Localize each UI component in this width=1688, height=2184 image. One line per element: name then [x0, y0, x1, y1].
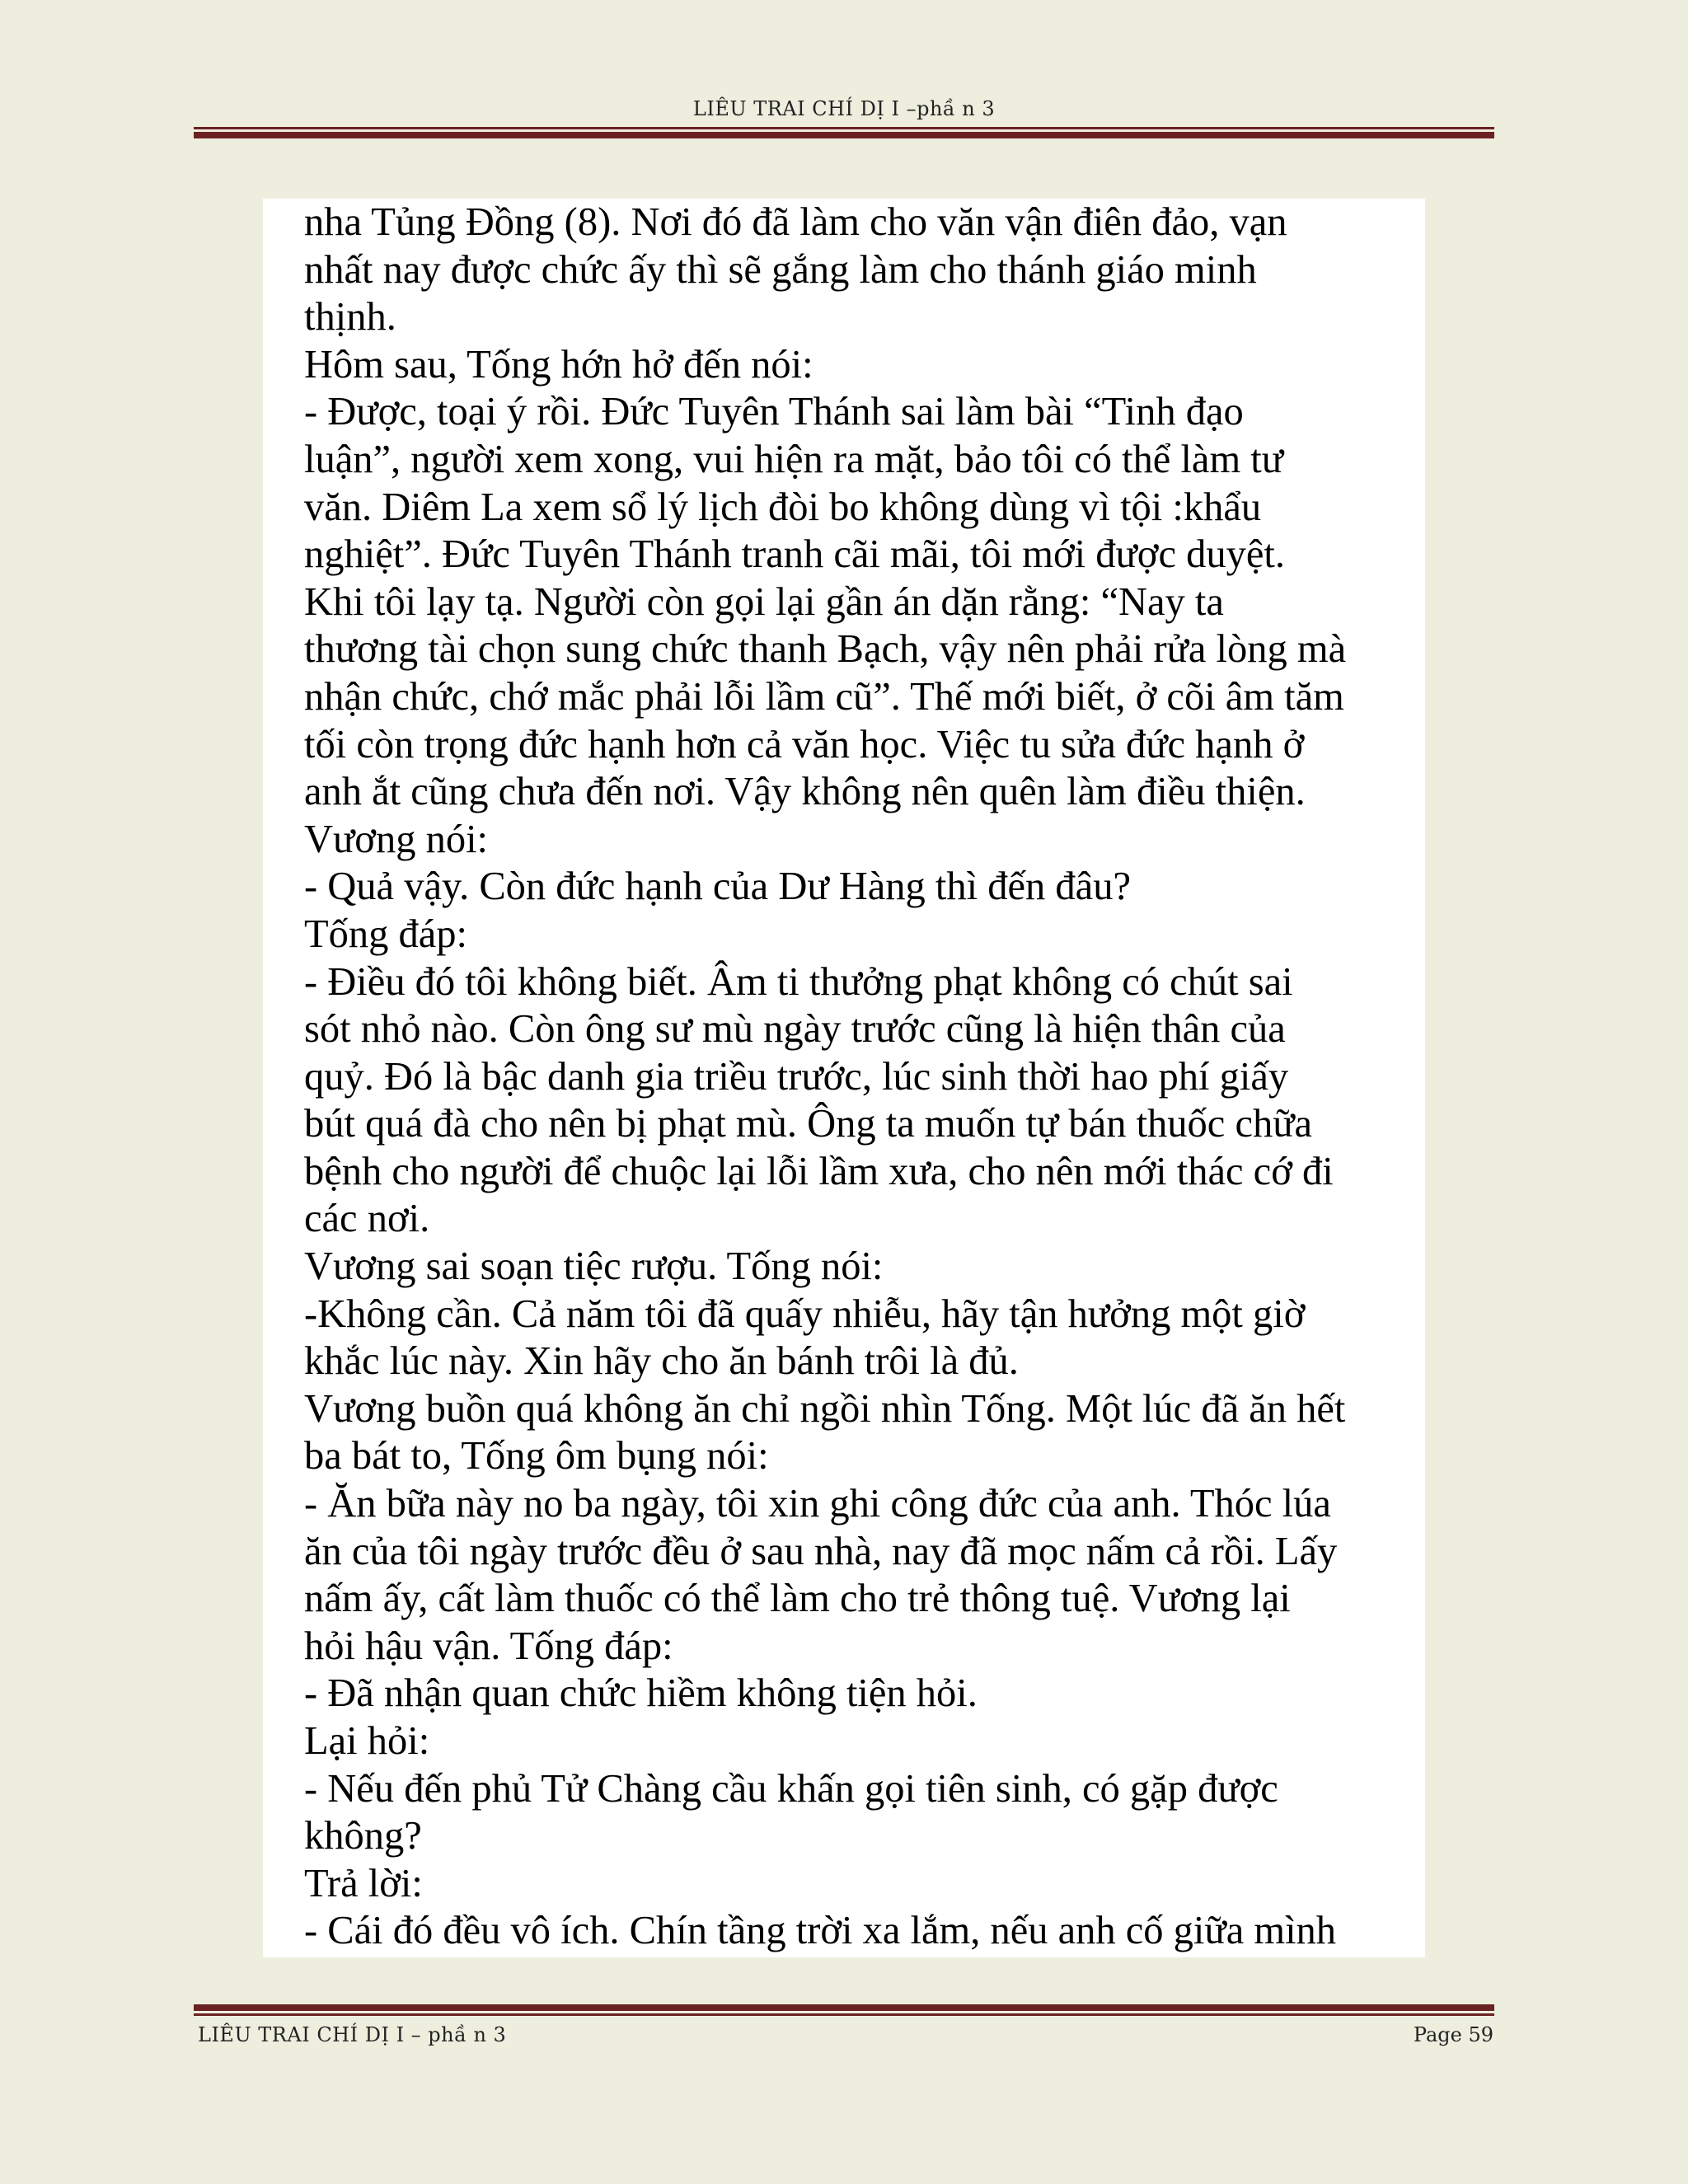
text-line: - Đã nhận quan chức hiềm không tiện hỏi.	[304, 1671, 978, 1716]
footer-rule-thin	[194, 2013, 1494, 2016]
text-line: ba bát to, Tống ôm bụng nói:	[304, 1434, 769, 1479]
text-line: hỏi hậu vận. Tống đáp:	[304, 1624, 673, 1668]
text-line: thương tài chọn sung chức thanh Bạch, vậy nên phải rửa lòng mà	[304, 627, 1347, 672]
text-line: bệnh cho người để chuộc lại lỗi lầm xưa, cho nên mới thác cớ đi	[304, 1149, 1334, 1193]
text-line: không?	[304, 1814, 422, 1858]
header-rule-thin	[194, 127, 1494, 129]
text-line: các nơi.	[304, 1197, 430, 1241]
text-line: anh ắt cũng chưa đến nơi. Vậy không nên quên làm điều thiện.	[304, 770, 1306, 814]
text-line: nha Tủng Đồng (8). Nơi đó đã làm cho văn vận điên đảo, vạn	[304, 200, 1287, 244]
text-line: luận”, người xem xong, vui hiện ra mặt, bảo tôi có thể làm tư	[304, 437, 1284, 481]
text-line: - Điều đó tôi không biết. Âm ti thưởng phạt không có chút sai	[304, 959, 1293, 1004]
page-text-block	[263, 199, 1425, 1957]
text-line: quỷ. Đó là bậc danh gia triều trước, lúc sinh thời hao phí giấy	[304, 1054, 1289, 1099]
header-rule-thick	[194, 132, 1494, 138]
text-line: Vương buồn quá không ăn chỉ ngồi nhìn Tống. Một lúc đã ăn hết	[304, 1386, 1346, 1431]
text-line: thịnh.	[304, 295, 396, 340]
text-line: nhận chức, chớ mắc phải lỗi lầm cũ”. Thế mới biết, ở cõi âm tăm	[304, 674, 1344, 719]
text-line: nấm ấy, cất làm thuốc có thể làm cho trẻ thông tuệ. Vương lại	[304, 1577, 1291, 1621]
text-line: Tống đáp:	[304, 912, 468, 956]
text-line: văn. Diêm La xem sổ lý lịch đòi bo không dùng vì tội :khẩu	[304, 485, 1262, 529]
text-line: tối còn trọng đức hạnh hơn cả văn học. Việc tu sửa đức hạnh ở	[304, 722, 1305, 766]
text-line: Trả lời:	[304, 1861, 423, 1905]
text-line: Vương sai soạn tiệc rượu. Tống nói:	[304, 1244, 884, 1289]
text-line: sót nhỏ nào. Còn ông sư mù ngày trước cũng là hiện thân của	[304, 1007, 1286, 1052]
text-line: - Nếu đến phủ Tử Chàng cầu khấn gọi tiên sinh, có gặp được	[304, 1766, 1278, 1811]
text-line: -Không cần. Cả năm tôi đã quấy nhiễu, hãy tận hưởng một giờ	[304, 1291, 1306, 1336]
page-number: Page 59	[1413, 2023, 1493, 2046]
text-line: Hôm sau, Tống hớn hở đến nói:	[304, 342, 814, 387]
running-header-title: LIÊU TRAI CHÍ DỊ I –phầ n 3	[692, 97, 996, 120]
text-line: ăn của tôi ngày trước đều ở sau nhà, nay đã mọc nấm cả rồi. Lấy	[304, 1529, 1338, 1573]
text-line: khắc lúc này. Xin hãy cho ăn bánh trôi là đủ.	[304, 1339, 1019, 1384]
text-line: Lại hỏi:	[304, 1719, 430, 1763]
text-line: - Cái đó đều vô ích. Chín tầng trời xa lắm, nếu anh cố giữa mình	[304, 1909, 1337, 1953]
text-line: Vương nói:	[304, 817, 489, 861]
text-line: nghiệt”. Đức Tuyên Thánh tranh cãi mãi, tôi mới được duyệt.	[304, 532, 1285, 577]
text-line: bút quá đà cho nên bị phạt mù. Ông ta muốn tự bán thuốc chữa	[304, 1102, 1313, 1146]
text-line: - Được, toại ý rồi. Đức Tuyên Thánh sai làm bài “Tinh đạo	[304, 390, 1244, 434]
text-line: - Quả vậy. Còn đức hạnh của Dư Hàng thì đến đâu?	[304, 865, 1131, 909]
text-line: Khi tôi lạy tạ. Người còn gọi lại gần án dặn rằng: “Nay ta	[304, 579, 1224, 624]
footer-rule-thick	[194, 2004, 1494, 2011]
text-line: - Ăn bữa này no ba ngày, tôi xin ghi công đức của anh. Thóc lúa	[304, 1482, 1331, 1526]
footer-book-title: LIÊU TRAI CHÍ DỊ I – phầ n 3	[198, 2023, 507, 2046]
text-line: nhất nay được chức ấy thì sẽ gắng làm cho thánh giáo minh	[304, 247, 1257, 292]
